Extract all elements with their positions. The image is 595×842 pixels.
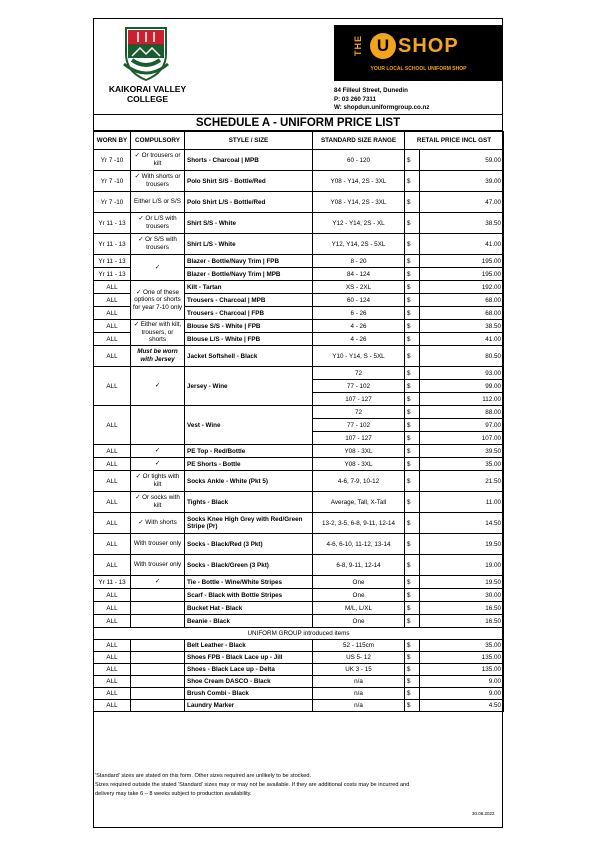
compulsory-cell: ✓ [131,367,185,406]
currency-symbol: $ [405,513,420,534]
currency-symbol: $ [405,652,420,664]
size-range-cell: UK 3 - 15 [313,664,405,676]
price-cell: 9.00 [420,676,504,688]
worn-by-cell: Yr 11 - 13 [94,213,131,234]
document-date: 30.06.2022 [472,811,495,816]
item-style-cell: Blouse L/S - White | FPB [185,333,313,346]
ushop-u-icon: U [370,33,396,59]
currency-symbol: $ [405,445,420,458]
worn-by-cell: ALL [94,320,131,333]
compulsory-cell: ✓ Either with kilt, trousers, or shorts [131,320,185,346]
size-range-cell: 52 - 115cm [313,640,405,652]
compulsory-cell [131,406,185,445]
price-cell: 9.00 [420,688,504,700]
worn-by-cell: ALL [94,688,131,700]
table-row [94,234,504,255]
size-range-cell: Y08 - 3XL [313,445,405,458]
footnote-line: Sizes required outside the stated 'Standard' sizes may or may not be available. If they are additional costs may be incurred and [95,781,410,788]
compulsory-cell: ✓ One of these options or shorts for year 7-10 only [131,281,185,320]
item-style-cell: Polo Shirt S/S - Bottle/Red [185,171,313,192]
worn-by-cell: ALL [94,294,131,307]
price-cell: 38.50 [420,213,504,234]
price-cell: 4.50 [420,700,504,712]
worn-by-cell: Yr 7 -10 [94,150,131,171]
page-title: SCHEDULE A - UNIFORM PRICE LIST [93,114,503,131]
price-cell: 195.00 [420,268,504,281]
compulsory-cell [131,700,185,712]
section-row [94,628,504,640]
currency-symbol: $ [405,406,420,419]
size-range-cell: 107 - 127 [313,432,405,445]
currency-symbol: $ [405,589,420,602]
item-style-cell: Trousers - Charcoal | FPB [185,307,313,320]
size-range-cell: 72 [313,406,405,419]
table-row [94,700,504,712]
table-row [94,171,504,192]
size-range-cell: 72 [313,367,405,380]
table-row [94,346,504,367]
price-cell: 19.00 [420,555,504,576]
compulsory-cell [131,652,185,664]
compulsory-cell [131,676,185,688]
table-row [94,150,504,171]
price-cell: 112.00 [420,393,504,406]
table-row [94,471,504,492]
price-cell: 21.50 [420,471,504,492]
currency-symbol: $ [405,664,420,676]
size-range-cell: Y10 - Y14, S - 5XL [313,346,405,367]
size-range-cell: XS - 2XL [313,281,405,294]
compulsory-cell [131,615,185,628]
size-range-cell: 77 - 102 [313,380,405,393]
price-cell: 135.00 [420,652,504,664]
item-style-cell: Kilt - Tartan [185,281,313,294]
compulsory-cell [131,664,185,676]
size-range-cell: Y08 - Y14, 2S - 3XL [313,171,405,192]
item-style-cell: Shoes - Black Lace up - Delta [185,664,313,676]
table-row [94,602,504,615]
currency-symbol: $ [405,192,420,213]
price-cell: 38.50 [420,320,504,333]
worn-by-cell: ALL [94,333,131,346]
compulsory-cell: ✓ [131,458,185,471]
price-cell: 135.00 [420,664,504,676]
price-cell: 11.00 [420,492,504,513]
currency-symbol: $ [405,676,420,688]
compulsory-cell: ✓ [131,255,185,281]
table-row [94,367,504,380]
currency-symbol: $ [405,640,420,652]
price-table [93,131,504,712]
size-range-cell: One [313,576,405,589]
shop-phone: P: 03 260 7311 [334,95,376,103]
size-range-cell: M/L, L/XL [313,602,405,615]
price-cell: 93.00 [420,367,504,380]
compulsory-cell [131,602,185,615]
price-cell: 35.00 [420,640,504,652]
size-range-cell: 6 - 26 [313,307,405,320]
compulsory-cell [131,688,185,700]
item-style-cell: Blazer - Bottle/Navy Trim | MPB [185,268,313,281]
currency-symbol: $ [405,492,420,513]
table-row [94,534,504,555]
item-style-cell: Polo Shirt L/S - Bottle/Red [185,192,313,213]
worn-by-cell: ALL [94,281,131,294]
table-row [94,213,504,234]
compulsory-cell: Must be worn with Jersey [131,346,185,367]
item-style-cell: Belt Leather - Black [185,640,313,652]
item-style-cell: Tie - Bottle - Wine/White Stripes [185,576,313,589]
size-range-cell: Y12 - Y14, 2S - XL [313,213,405,234]
price-cell: 39.50 [420,445,504,458]
footnote-line: 'Standard' sizes are stated on this form. Other sizes required are unlikely to be stocked. [95,773,312,779]
currency-symbol: $ [405,294,420,307]
price-cell: 88.00 [420,406,504,419]
size-range-cell: 8 - 20 [313,255,405,268]
worn-by-cell: ALL [94,458,131,471]
shop-address: 84 Filleul Street, Dunedin [334,87,408,94]
table-row [94,281,504,294]
header-worn-by: WORN BY [94,132,131,150]
compulsory-cell: ✓ With shorts [131,513,185,534]
table-row [94,513,504,534]
currency-symbol: $ [405,268,420,281]
currency-symbol: $ [405,688,420,700]
table-row [94,255,504,268]
currency-symbol: $ [405,432,420,445]
currency-symbol: $ [405,700,420,712]
worn-by-cell: Yr 7 -10 [94,192,131,213]
compulsory-cell: With trouser only [131,555,185,576]
currency-symbol: $ [405,320,420,333]
size-range-cell: n/a [313,676,405,688]
item-style-cell: Socks - Black/Red (3 Pkt) [185,534,313,555]
price-cell: 80.50 [420,346,504,367]
compulsory-cell: ✓ [131,576,185,589]
table-row [94,576,504,589]
worn-by-cell: ALL [94,664,131,676]
worn-by-cell: ALL [94,615,131,628]
currency-symbol: $ [405,213,420,234]
currency-symbol: $ [405,380,420,393]
currency-symbol: $ [405,534,420,555]
worn-by-cell: ALL [94,700,131,712]
size-range-cell: n/a [313,688,405,700]
price-cell: 30.00 [420,589,504,602]
header-style: STYLE / SIZE [185,132,313,150]
worn-by-cell: Yr 11 - 13 [94,268,131,281]
header-compulsory: COMPULSORY [131,132,185,150]
table-row [94,652,504,664]
price-cell: 19.50 [420,576,504,589]
price-cell: 16.50 [420,615,504,628]
size-range-cell: 4 - 26 [313,320,405,333]
table-row [94,445,504,458]
price-cell: 35.00 [420,458,504,471]
worn-by-cell: ALL [94,307,131,320]
currency-symbol: $ [405,576,420,589]
price-cell: 59.00 [420,150,504,171]
price-cell: 68.00 [420,307,504,320]
worn-by-cell: ALL [94,346,131,367]
currency-symbol: $ [405,346,420,367]
price-cell: 97.00 [420,419,504,432]
worn-by-cell: Yr 11 - 13 [94,234,131,255]
worn-by-cell: Yr 11 - 13 [94,255,131,268]
compulsory-cell: ✓ Or L/S with trousers [131,213,185,234]
item-style-cell: PE Top - Red/Bottle [185,445,313,458]
worn-by-cell: Yr 7 -10 [94,171,131,192]
item-style-cell: Blazer - Bottle/Navy Trim | FPB [185,255,313,268]
price-cell: 19.50 [420,534,504,555]
item-style-cell: Trousers - Charcoal | MPB [185,294,313,307]
size-range-cell: Y08 - 3XL [313,458,405,471]
worn-by-cell: ALL [94,367,131,406]
size-range-cell: Average, Tall, X-Tall [313,492,405,513]
size-range-cell: Y12, Y14, 2S - 5XL [313,234,405,255]
worn-by-cell: ALL [94,492,131,513]
currency-symbol: $ [405,393,420,406]
item-style-cell: Scarf - Black with Bottle Stripes [185,589,313,602]
size-range-cell: 4-6, 6-10, 11-12, 13-14 [313,534,405,555]
item-style-cell: Jersey - Wine [185,367,313,406]
item-style-cell: Vest - Wine [185,406,313,445]
item-style-cell: PE Shorts - Bottle [185,458,313,471]
compulsory-cell: ✓ [131,445,185,458]
currency-symbol: $ [405,255,420,268]
size-range-cell: One [313,615,405,628]
item-style-cell: Shorts - Charcoal | MPB [185,150,313,171]
currency-symbol: $ [405,307,420,320]
currency-symbol: $ [405,602,420,615]
compulsory-cell: ✓ With shorts or trousers [131,171,185,192]
size-range-cell: 6-8, 9-11, 12-14 [313,555,405,576]
worn-by-cell: ALL [94,534,131,555]
size-range-cell: n/a [313,700,405,712]
item-style-cell: Socks Ankle - White (Pkt 5) [185,471,313,492]
price-cell: 195.00 [420,255,504,268]
currency-symbol: $ [405,234,420,255]
table-row [94,615,504,628]
item-style-cell: Shirt L/S - White [185,234,313,255]
worn-by-cell: ALL [94,471,131,492]
shop-address-block [334,87,429,113]
item-style-cell: Beanie - Black [185,615,313,628]
size-range-cell: 13-2, 3-5, 6-8, 9-11, 12-14 [313,513,405,534]
worn-by-cell: ALL [94,652,131,664]
price-cell: 47.00 [420,192,504,213]
price-cell: 14.50 [420,513,504,534]
price-cell: 68.00 [420,294,504,307]
worn-by-cell: ALL [94,445,131,458]
worn-by-cell: ALL [94,640,131,652]
compulsory-cell: ✓ Or S/S with trousers [131,234,185,255]
footnotes [95,772,495,798]
table-row [94,492,504,513]
currency-symbol: $ [405,171,420,192]
worn-by-cell: ALL [94,406,131,445]
ushop-tagline: YOUR LOCAL SCHOOL UNIFORM SHOP [370,66,467,72]
price-table-body [94,150,504,712]
table-row [94,589,504,602]
school-crest-logo [118,24,174,82]
size-range-cell: 4 - 26 [313,333,405,346]
compulsory-cell: Either L/S or S/S [131,192,185,213]
size-range-cell: 4-6, 7-9, 10-12 [313,471,405,492]
ushop-word: SHOP [398,35,459,57]
currency-symbol: $ [405,150,420,171]
size-range-cell: 60 - 120 [313,150,405,171]
compulsory-cell [131,589,185,602]
table-row [94,676,504,688]
item-style-cell: Tights - Black [185,492,313,513]
size-range-cell: US 5- 12 [313,652,405,664]
size-range-cell: One [313,589,405,602]
section-label: UNIFORM GROUP introduced items [94,628,504,640]
compulsory-cell: ✓ Or trousers or kilt [131,150,185,171]
compulsory-cell: ✓ Or socks with kilt [131,492,185,513]
currency-symbol: $ [405,281,420,294]
table-row [94,320,504,333]
size-range-cell: 77 - 102 [313,419,405,432]
table-row [94,192,504,213]
worn-by-cell: Yr 11 - 13 [94,576,131,589]
header-price: RETAIL PRICE INCL GST [405,132,504,150]
item-style-cell: Bucket Hat - Black [185,602,313,615]
worn-by-cell: ALL [94,555,131,576]
item-style-cell: Jacket Softshell - Black [185,346,313,367]
compulsory-cell: With trouser only [131,534,185,555]
footnote-line: delivery may take 6 – 8 weeks subject to production availability. [95,790,252,797]
price-cell: 192.00 [420,281,504,294]
table-row [94,406,504,419]
currency-symbol: $ [405,615,420,628]
table-row [94,688,504,700]
currency-symbol: $ [405,367,420,380]
shop-website[interactable]: W: shopdun.uniformgroup.co.nz [334,104,430,112]
header-size: STANDARD SIZE RANGE [313,132,405,150]
currency-symbol: $ [405,333,420,346]
price-cell: 41.00 [420,333,504,346]
worn-by-cell: ALL [94,589,131,602]
item-style-cell: Shoe Cream DASCO - Black [185,676,313,688]
currency-symbol: $ [405,458,420,471]
worn-by-cell: ALL [94,513,131,534]
price-cell: 39.00 [420,171,504,192]
item-style-cell: Laundry Marker [185,700,313,712]
compulsory-cell: ✓ Or tights with kilt [131,471,185,492]
price-cell: 107.00 [420,432,504,445]
currency-symbol: $ [405,419,420,432]
price-cell: 41.00 [420,234,504,255]
ushop-the: THE [353,35,363,56]
size-range-cell: 107 - 127 [313,393,405,406]
ushop-logo [334,25,503,81]
compulsory-cell [131,640,185,652]
item-style-cell: Shirt S/S - White [185,213,313,234]
school-name: KAIKORAI VALLEY COLLEGE [108,84,187,104]
table-row [94,640,504,652]
worn-by-cell: ALL [94,602,131,615]
item-style-cell: Socks Knee High Grey with Red/Green Stripe (Pr) [185,513,313,534]
currency-symbol: $ [405,555,420,576]
price-cell: 16.50 [420,602,504,615]
worn-by-cell: ALL [94,676,131,688]
table-row [94,664,504,676]
item-style-cell: Blouse S/S - White | FPB [185,320,313,333]
size-range-cell: Y08 - Y14, 2S - 3XL [313,192,405,213]
size-range-cell: 60 - 124 [313,294,405,307]
table-row [94,555,504,576]
price-cell: 99.00 [420,380,504,393]
item-style-cell: Brush Combi - Black [185,688,313,700]
size-range-cell: 84 - 124 [313,268,405,281]
item-style-cell: Socks - Black/Green (3 Pkt) [185,555,313,576]
currency-symbol: $ [405,471,420,492]
item-style-cell: Shoes FPB - Black Lace up - Jill [185,652,313,664]
table-row [94,458,504,471]
